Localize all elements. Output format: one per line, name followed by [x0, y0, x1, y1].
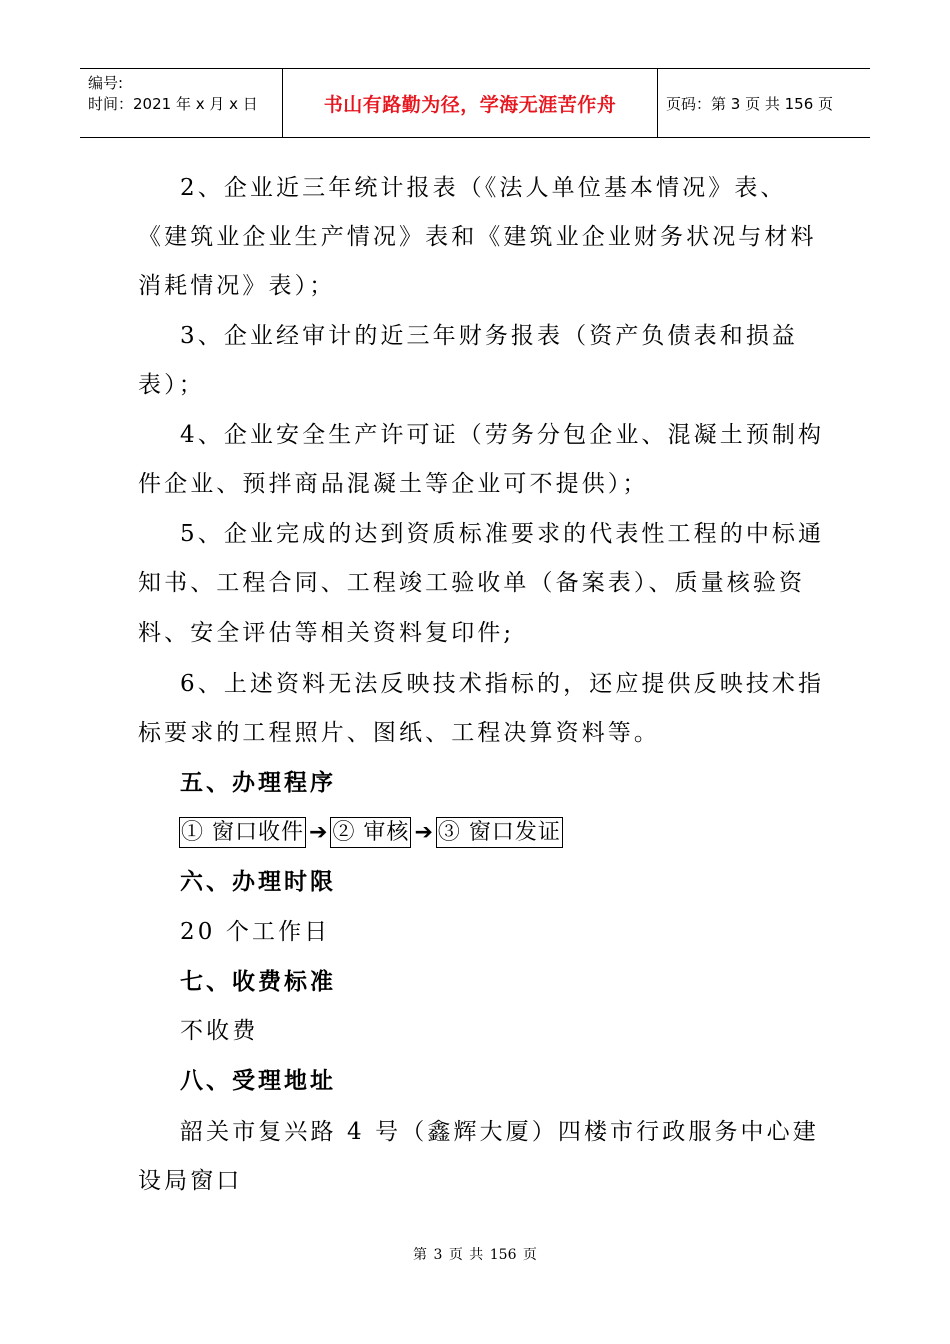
address-line: 韶关市复兴路 4 号（鑫辉大厦）四楼市行政服务中心建 — [180, 1119, 819, 1145]
body-line: 知书、工程合同、工程竣工验收单（备案表）、质量核验资 — [138, 570, 806, 596]
header-page-info: 页码：第 3 页 共 156 页 — [666, 94, 834, 113]
body-line: 件企业、预拌商品混凝土等企业可不提供）； — [138, 471, 649, 497]
body-line: 表）； — [138, 372, 205, 398]
page-header — [80, 68, 870, 138]
step-review: ② 审核 — [330, 817, 411, 848]
body-line: 3、企业经审计的近三年财务报表（资产负债表和损益 — [180, 323, 799, 349]
section-heading-procedure: 五、办理程序 — [180, 770, 336, 796]
fees-text: 不收费 — [180, 1018, 259, 1044]
procedure-flow — [179, 817, 563, 848]
arrow-right-icon: ➔ — [414, 820, 434, 845]
date-label: 时间：2021 年 x 月 x 日 — [88, 95, 258, 113]
step-receive: ① 窗口收件 — [179, 817, 306, 848]
step-issue: ③ 窗口发证 — [436, 817, 563, 848]
section-heading-time-limit: 六、办理时限 — [180, 869, 336, 895]
body-line: 2、企业近三年统计报表（《法人单位基本情况》表、 — [180, 175, 787, 201]
body-line: 标要求的工程照片、图纸、工程决算资料等。 — [138, 720, 660, 746]
number-label: 编号: — [88, 74, 124, 92]
body-line: 4、企业安全生产许可证（劳务分包企业、混凝土预制构 — [180, 422, 825, 448]
arrow-right-icon: ➔ — [309, 820, 329, 845]
section-heading-fees: 七、收费标准 — [180, 969, 336, 995]
body-line: 《建筑业企业生产情况》表和《建筑业企业财务状况与材料 — [138, 224, 817, 250]
body-line: 料、安全评估等相关资料复印件; — [138, 620, 515, 646]
header-meta — [80, 69, 283, 137]
body-line: 6、上述资料无法反映技术指标的，还应提供反映技术指 — [180, 671, 825, 697]
page-footer: 第 3 页 共 156 页 — [413, 1247, 537, 1263]
time-limit-text: 20 个工作日 — [180, 919, 331, 945]
header-motto: 书山有路勤为径，学海无涯苦作舟 — [283, 69, 658, 137]
section-heading-address: 八、受理地址 — [180, 1068, 336, 1094]
address-line: 设局窗口 — [138, 1168, 243, 1194]
body-line: 消耗情况》表）； — [138, 273, 336, 299]
body-line: 5、企业完成的达到资质标准要求的代表性工程的中标通 — [180, 521, 825, 547]
